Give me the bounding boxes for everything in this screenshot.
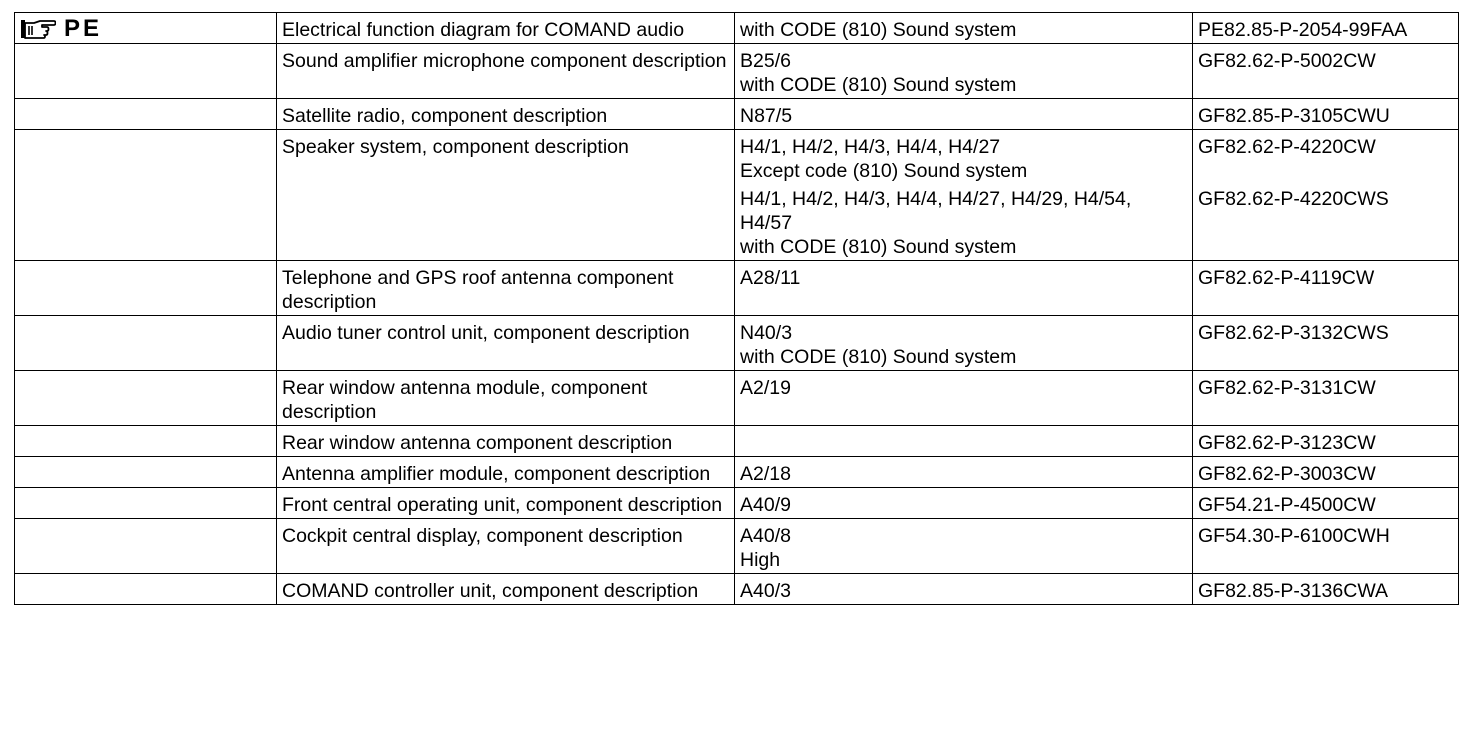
reference-cell xyxy=(735,426,1193,457)
document-number[interactable]: GF54.30-P-6100CWH xyxy=(1198,525,1390,547)
reference-line: A40/3 xyxy=(740,580,791,602)
description-cell: Satellite radio, component description xyxy=(277,99,735,130)
document-number[interactable]: GF82.62-P-3131CW xyxy=(1198,377,1376,399)
document-number[interactable]: GF82.62-P-4119CW xyxy=(1198,267,1375,289)
reference-cell xyxy=(735,488,1193,519)
reference-line: A40/9 xyxy=(740,494,791,516)
document-number-cell xyxy=(1193,316,1459,371)
pe-label: PE xyxy=(64,15,103,42)
reference-group xyxy=(740,524,1187,572)
reference-line: A2/18 xyxy=(740,463,791,485)
document-number[interactable]: PE82.85-P-2054-99FAA xyxy=(1198,19,1408,41)
marker-cell xyxy=(15,316,277,371)
reference-group xyxy=(740,49,1187,97)
document-number[interactable]: GF82.62-P-4220CW xyxy=(1198,136,1376,158)
table-body xyxy=(15,13,1459,605)
reference-group xyxy=(740,135,1187,183)
description-cell: Front central operating unit, component description xyxy=(277,488,735,519)
reference-group xyxy=(740,187,1187,259)
document-number[interactable]: GF82.62-P-5002CW xyxy=(1198,50,1376,72)
document-number-cell xyxy=(1193,371,1459,426)
reference-group xyxy=(740,493,1187,517)
description-cell: COMAND controller unit, component description xyxy=(277,574,735,605)
reference-group xyxy=(740,376,1187,400)
document-reference-table xyxy=(14,12,1459,605)
document-number[interactable]: GF54.21-P-4500CW xyxy=(1198,494,1376,516)
description-cell: Telephone and GPS roof antenna component description xyxy=(277,261,735,316)
document-number-cell xyxy=(1193,519,1459,574)
reference-line: A40/8 xyxy=(740,525,791,547)
document-number-cell xyxy=(1193,261,1459,316)
reference-group xyxy=(740,104,1187,128)
document-number[interactable]: GF82.62-P-3123CW xyxy=(1198,432,1376,454)
document-number-cell xyxy=(1193,574,1459,605)
marker-cell xyxy=(15,261,277,316)
reference-line: High xyxy=(740,549,781,571)
description-cell: Sound amplifier microphone component description xyxy=(277,44,735,99)
document-number-cell xyxy=(1193,13,1459,44)
reference-line: N40/3 xyxy=(740,322,793,344)
reference-line: H4/1, H4/2, H4/3, H4/4, H4/27, H4/29, H4/54, H4/57 xyxy=(740,188,1132,234)
reference-cell xyxy=(735,371,1193,426)
table-row xyxy=(15,371,1459,426)
marker-cell xyxy=(15,130,277,261)
document-number-cell xyxy=(1193,426,1459,457)
reference-line: B25/6 xyxy=(740,50,791,72)
description-cell: Audio tuner control unit, component description xyxy=(277,316,735,371)
reference-line: with CODE (810) Sound system xyxy=(740,236,1017,258)
description-cell: Rear window antenna module, component description xyxy=(277,371,735,426)
description-cell: Rear window antenna component description xyxy=(277,426,735,457)
reference-group xyxy=(740,462,1187,486)
table-row xyxy=(15,488,1459,519)
document-number-cell xyxy=(1193,488,1459,519)
reference-group xyxy=(740,266,1187,290)
reference-cell xyxy=(735,44,1193,99)
marker-cell xyxy=(15,371,277,426)
reference-group xyxy=(740,579,1187,603)
reference-cell xyxy=(735,316,1193,371)
table-row xyxy=(15,99,1459,130)
table-row xyxy=(15,574,1459,605)
marker-cell xyxy=(15,519,277,574)
reference-cell xyxy=(735,457,1193,488)
reference-group xyxy=(740,321,1187,369)
reference-cell xyxy=(735,261,1193,316)
description-cell: Cockpit central display, component description xyxy=(277,519,735,574)
table-row xyxy=(15,261,1459,316)
description-cell: Speaker system, component description xyxy=(277,130,735,261)
marker-cell xyxy=(15,426,277,457)
marker-cell xyxy=(15,99,277,130)
reference-line: H4/1, H4/2, H4/3, H4/4, H4/27 xyxy=(740,136,1001,158)
reference-line: N87/5 xyxy=(740,105,793,127)
table-row xyxy=(15,44,1459,99)
table-row xyxy=(15,519,1459,574)
marker-cell xyxy=(15,13,277,44)
document-number[interactable]: GF82.62-P-3132CWS xyxy=(1198,322,1389,344)
description-cell: Electrical function diagram for COMAND audio xyxy=(277,13,735,44)
document-number-cell xyxy=(1193,457,1459,488)
reference-cell xyxy=(735,130,1193,261)
reference-line: A2/19 xyxy=(740,377,791,399)
document-number[interactable]: GF82.62-P-3003CW xyxy=(1198,463,1376,485)
reference-line: A28/11 xyxy=(740,267,801,289)
table-row xyxy=(15,316,1459,371)
reference-group xyxy=(740,18,1187,42)
pointing-hand-icon xyxy=(20,18,56,40)
table-row xyxy=(15,426,1459,457)
table-row xyxy=(15,130,1459,261)
document-number-cell xyxy=(1193,99,1459,130)
document-number-cell xyxy=(1193,130,1459,261)
reference-cell xyxy=(735,13,1193,44)
reference-line: Except code (810) Sound system xyxy=(740,160,1028,182)
reference-line: with CODE (810) Sound system xyxy=(740,19,1017,41)
document-number[interactable]: GF82.85-P-3136CWA xyxy=(1198,580,1389,602)
marker-cell xyxy=(15,488,277,519)
reference-cell xyxy=(735,99,1193,130)
marker-cell xyxy=(15,457,277,488)
marker-cell xyxy=(15,44,277,99)
description-cell: Antenna amplifier module, component description xyxy=(277,457,735,488)
reference-cell xyxy=(735,574,1193,605)
marker-cell xyxy=(15,574,277,605)
reference-line: with CODE (810) Sound system xyxy=(740,74,1017,96)
pe-marker xyxy=(20,17,271,41)
document-number[interactable]: GF82.62-P-4220CWS xyxy=(1198,188,1389,210)
table-row xyxy=(15,13,1459,44)
document-number[interactable]: GF82.85-P-3105CWU xyxy=(1198,105,1390,127)
document-number-cell xyxy=(1193,44,1459,99)
reference-cell xyxy=(735,519,1193,574)
table-row xyxy=(15,457,1459,488)
reference-line: with CODE (810) Sound system xyxy=(740,346,1017,368)
